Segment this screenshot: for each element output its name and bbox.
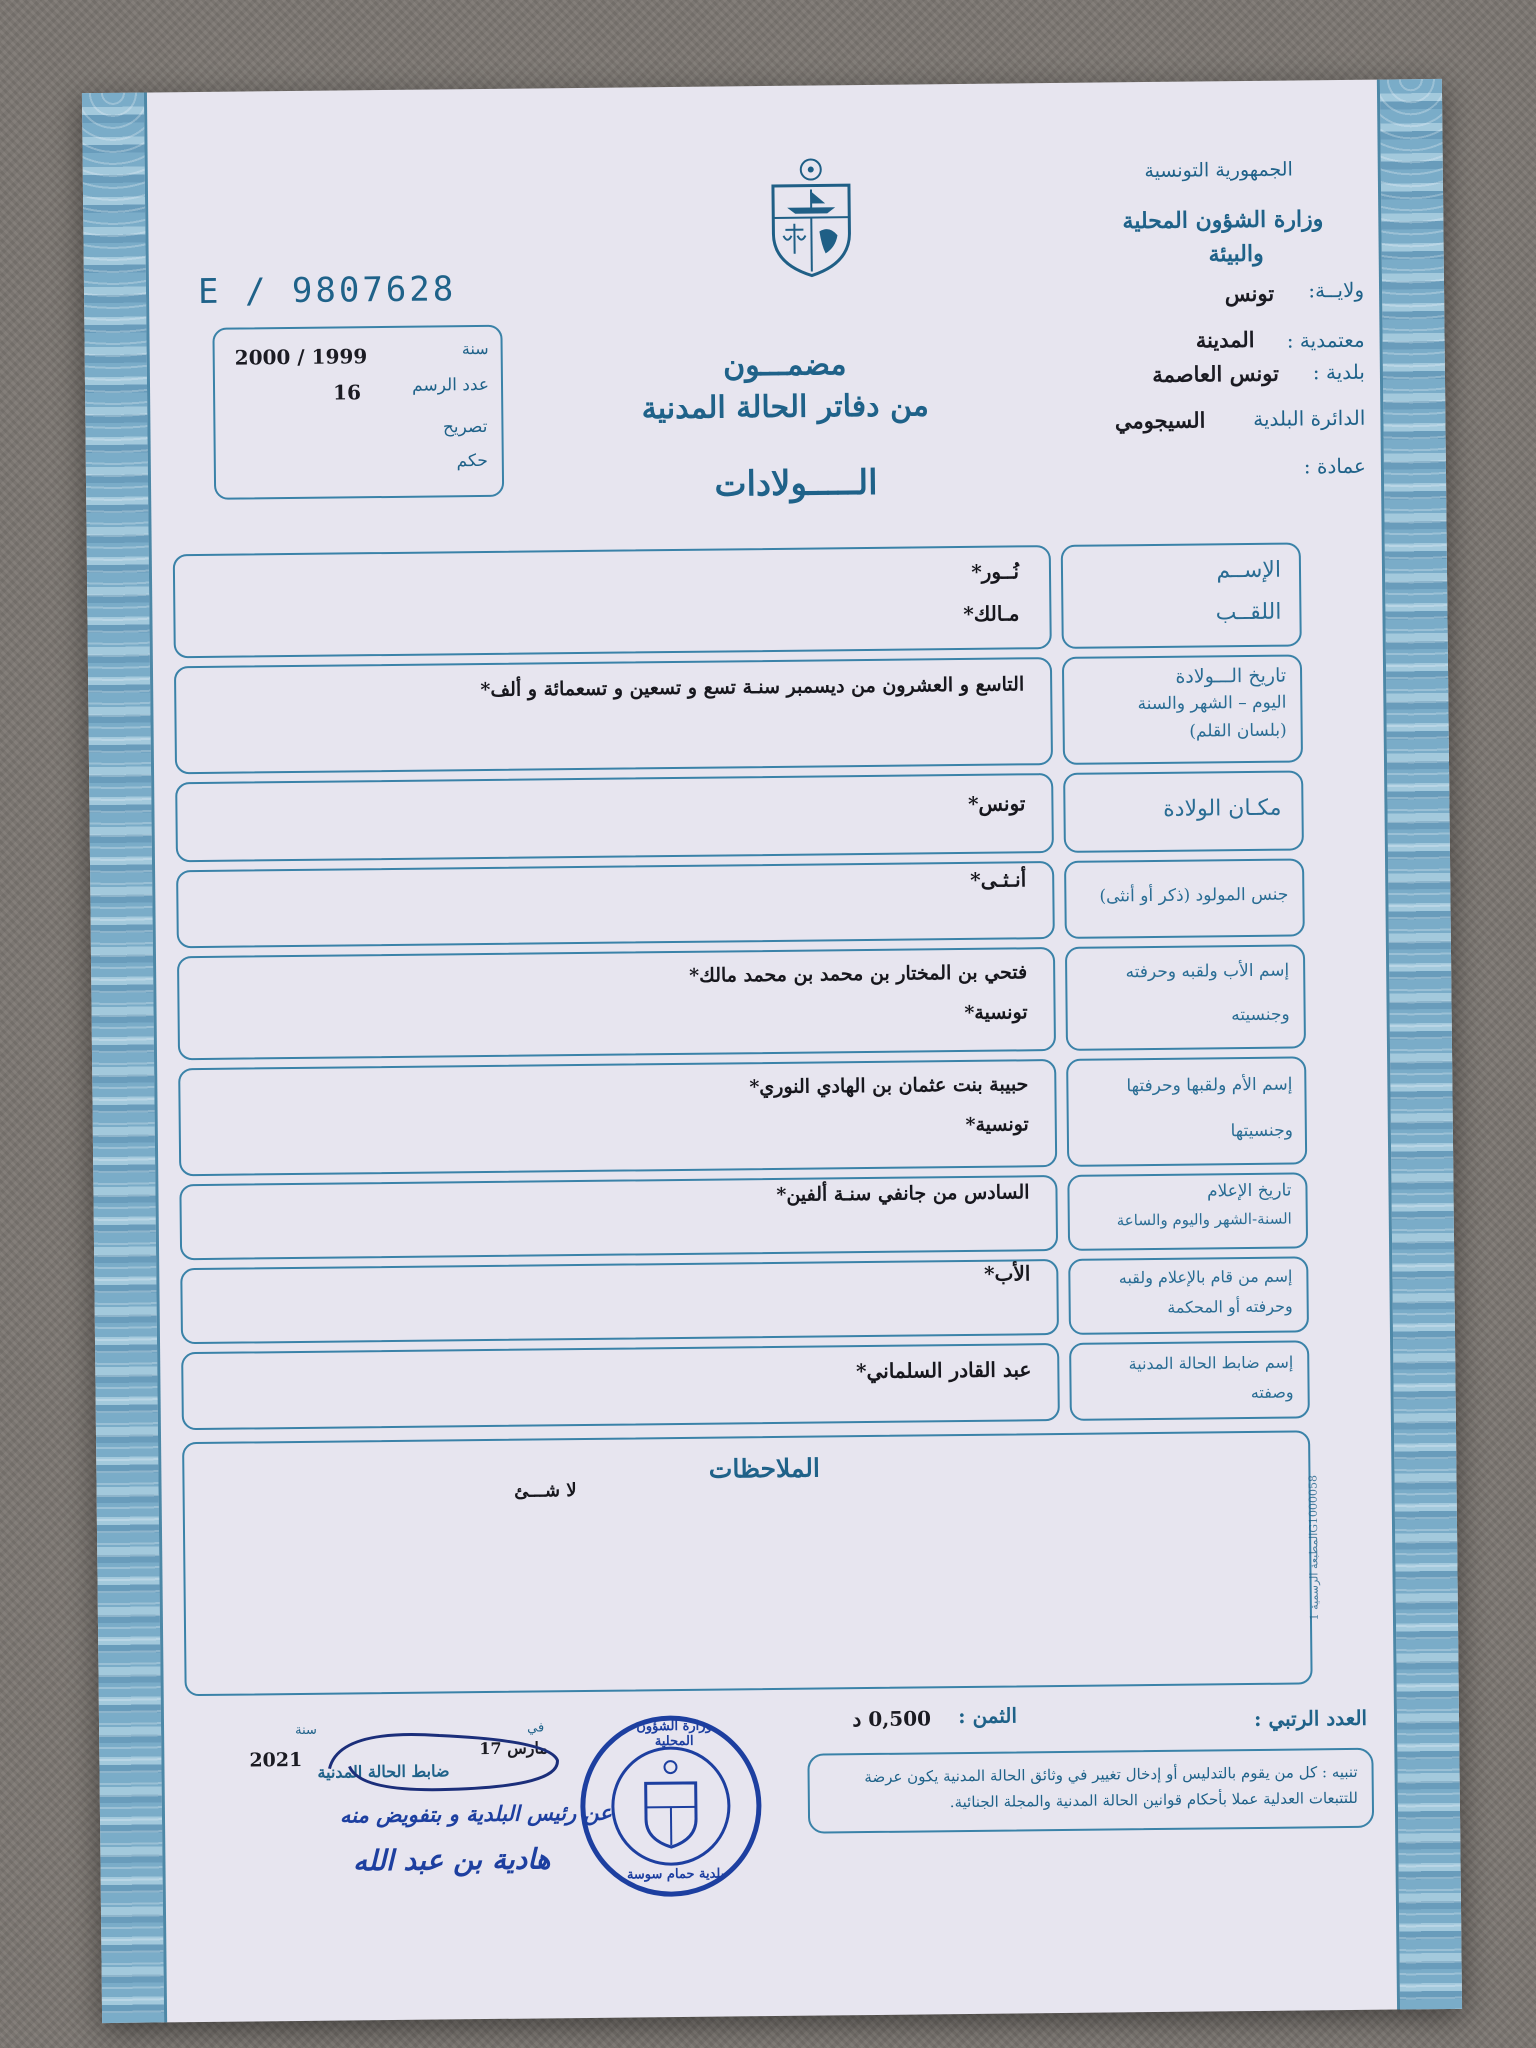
tunisia-coat-of-arms-icon bbox=[763, 155, 860, 280]
ministry-label: وزارة الشؤون المحلية bbox=[1122, 206, 1324, 235]
remarks-box bbox=[182, 1430, 1313, 1696]
birthplace-label: مكـان الولادة bbox=[1163, 795, 1282, 822]
declaration-date-label-1: تاريخ الإعلام bbox=[1206, 1180, 1292, 1202]
price-value: 0,500 د bbox=[852, 1706, 932, 1732]
officer-title: ضابط الحالة المدنية bbox=[317, 1761, 450, 1782]
declarant-label-box bbox=[1068, 1256, 1309, 1335]
register-year-value: 2000 / 1999 bbox=[234, 344, 368, 370]
daira-value: السيجومي bbox=[1114, 407, 1206, 434]
price-label: الثمن : bbox=[958, 1703, 1018, 1729]
title-extract: مضمـــون bbox=[722, 347, 847, 384]
declaration-date-label-box bbox=[1067, 1172, 1308, 1251]
daira-label: الدائرة البلدية bbox=[1253, 405, 1366, 431]
declarant-value-box bbox=[180, 1259, 1059, 1344]
mother-label-box bbox=[1066, 1056, 1307, 1167]
surname-value: مـالك* bbox=[963, 601, 1020, 626]
declaration-date-value-box bbox=[179, 1175, 1058, 1260]
signer-name-stamp: هادية بن عبد الله bbox=[352, 1842, 551, 1878]
remarks-title: الملاحظات bbox=[708, 1453, 821, 1484]
date-fi-label: في bbox=[526, 1720, 545, 1736]
mother-label-2: وجنسيتها bbox=[1230, 1120, 1293, 1142]
name-label: الإســم bbox=[1216, 557, 1282, 584]
declarant-label-1: إسم من قام بالإعلام ولقبه bbox=[1118, 1266, 1293, 1288]
officer-value-box bbox=[181, 1343, 1060, 1430]
serial-value: 9807628 bbox=[291, 269, 457, 311]
remarks-value: لا شـــئ bbox=[514, 1480, 577, 1502]
birthplace-value-box bbox=[175, 773, 1054, 862]
father-value: فتحي بن المختار بن محمد بن محمد مالك* bbox=[689, 961, 1028, 987]
birthplace-value: تونس* bbox=[967, 791, 1026, 816]
left-border-pattern bbox=[82, 92, 167, 2023]
register-number-label: عدد الرسم bbox=[412, 374, 490, 396]
surname-label: اللقــب bbox=[1215, 599, 1282, 626]
serial-number bbox=[198, 269, 457, 312]
birthdate-value: التاسع و العشرون من ديسمبر سنـة تسع و تسعين و تسعمائة و ألف* bbox=[480, 673, 1025, 702]
sex-label: جنس المولود (ذكر أو أنثى) bbox=[1099, 884, 1289, 907]
birthdate-label-2: اليوم – الشهر والسنة bbox=[1137, 692, 1287, 715]
register-year-label: سنة bbox=[461, 338, 489, 359]
father-label-1: إسم الأب ولقبه وحرفته bbox=[1125, 960, 1290, 983]
wilaya-value: تونس bbox=[1224, 280, 1275, 307]
right-border-pattern bbox=[1377, 79, 1462, 2010]
officer-label-1: إسم ضابط الحالة المدنية bbox=[1128, 1352, 1294, 1374]
seal-top-text: وزارة الشؤون المحلية bbox=[636, 1718, 712, 1750]
wilaya-label: ولايــة: bbox=[1308, 277, 1365, 303]
notice-box bbox=[807, 1748, 1374, 1834]
birthdate-label-1: تاريخ الـــولادة bbox=[1175, 664, 1287, 688]
sex-value: أنـثـى* bbox=[970, 867, 1027, 892]
father-nationality: تونسية* bbox=[964, 1001, 1028, 1024]
name-value-box bbox=[173, 545, 1052, 658]
birthplace-label-box bbox=[1063, 770, 1304, 853]
name-value: نُــور* bbox=[971, 559, 1020, 584]
mother-label-1: إسم الأم ولقبها وحرفتها bbox=[1126, 1074, 1293, 1097]
father-label-2: وجنسيته bbox=[1231, 1004, 1290, 1026]
officer-label-box bbox=[1069, 1340, 1310, 1421]
father-value-box bbox=[177, 947, 1056, 1060]
sex-value-box bbox=[176, 861, 1055, 948]
ministry-label-2: والبيئة bbox=[1208, 240, 1264, 268]
name-label-box bbox=[1061, 542, 1302, 649]
ordinal-label: العدد الرتبي : bbox=[1253, 1705, 1368, 1731]
declaration-label: تصريح bbox=[442, 416, 488, 438]
notice-text: تنبيه : كل من يقوم بالتدليس أو إدخال تغيير في وثائق الحالة المدنية يكون عرضة للتتبعات العدلية عملا بأحكام قوانين الحالة المدنية والمجلة الجنائية. bbox=[864, 1762, 1358, 1811]
mother-value-box bbox=[178, 1059, 1057, 1176]
declaration-date-label-2: السنة-الشهر واليوم والساعة bbox=[1116, 1209, 1292, 1230]
declarant-label-2: وحرفته أو المحكمة bbox=[1167, 1296, 1293, 1317]
printer-code: المطبعة الرسمية 1G1000058 bbox=[1306, 1474, 1321, 1621]
birthdate-value-box bbox=[174, 657, 1053, 774]
delegation-stamp-text: عن رئيس البلدية و بتفويض منه bbox=[339, 1799, 613, 1828]
imada-label: عمادة : bbox=[1303, 453, 1367, 479]
birthdate-label-3: (بلسان القلم) bbox=[1189, 720, 1287, 742]
date-day-month: 17 مارس bbox=[479, 1738, 548, 1759]
sex-label-box bbox=[1064, 858, 1305, 939]
title-registers: من دفاتر الحالة المدنية bbox=[641, 388, 930, 427]
father-label-box bbox=[1065, 944, 1306, 1051]
republic-label: الجمهورية التونسية bbox=[1144, 158, 1293, 183]
title-births: الـــــولادات bbox=[714, 462, 878, 505]
year-value: 2021 bbox=[249, 1748, 303, 1772]
baladia-label: بلدية : bbox=[1312, 359, 1366, 385]
register-box bbox=[212, 325, 504, 500]
register-number-value: 16 bbox=[332, 380, 362, 405]
mother-nationality: تونسية* bbox=[965, 1113, 1029, 1136]
signature-scribble-icon bbox=[319, 1716, 570, 1799]
officer-label-2: وصفته bbox=[1250, 1382, 1294, 1403]
officer-value: عبد القادر السلماني* bbox=[855, 1357, 1032, 1384]
birthdate-label-box bbox=[1062, 654, 1303, 765]
mo3tamadia-value: المدينة bbox=[1195, 326, 1255, 353]
judgment-label: حكم bbox=[456, 450, 488, 472]
baladia-value: تونس العاصمة bbox=[1152, 360, 1280, 387]
birth-certificate bbox=[82, 79, 1462, 2023]
declaration-date-value: السادس من جانفي سنـة ألفين* bbox=[776, 1181, 1030, 1206]
year-label: سنة bbox=[295, 1722, 317, 1739]
serial-prefix: E / bbox=[197, 271, 269, 312]
seal-bottom-text: بلدية حمام سوسة bbox=[626, 1866, 725, 1883]
mother-value: حبيبة بنت عثمان بن الهادي النوري* bbox=[749, 1073, 1029, 1099]
declarant-value: الأب* bbox=[983, 1261, 1031, 1286]
mo3tamadia-label: معتمدية : bbox=[1286, 327, 1365, 353]
